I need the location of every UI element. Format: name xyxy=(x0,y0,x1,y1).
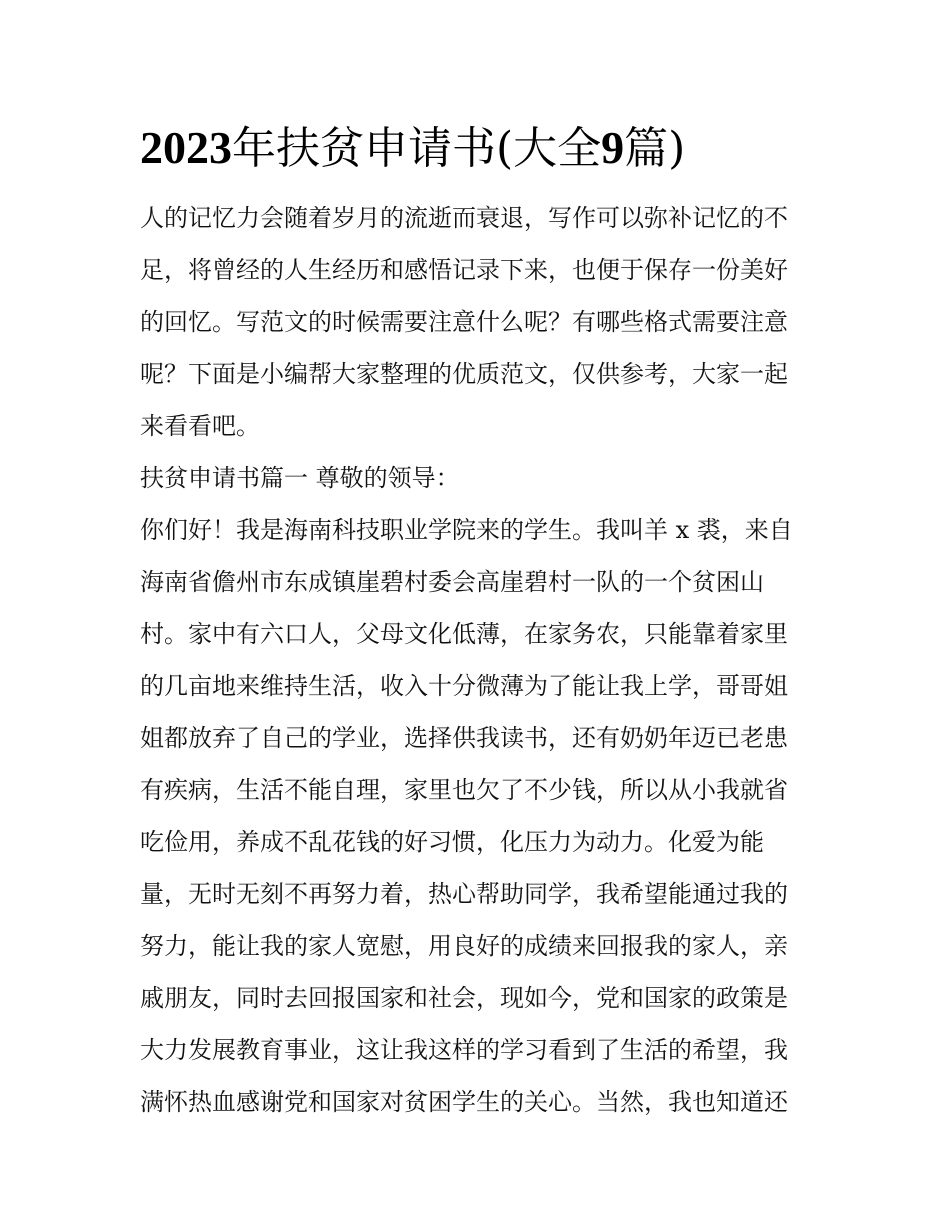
title-count: 9 xyxy=(601,122,625,173)
text-line: 有疾病，生活不能自理，家里也欠了不少钱，所以从小我就省 xyxy=(140,776,788,804)
text-line: 的回忆。写范文的时候需要注意什么呢？有哪些格式需要注意 xyxy=(140,308,788,336)
text-line: 吃俭用，养成不乱花钱的好习惯，化压力为动力。化爱为能 xyxy=(140,828,764,856)
text-line: 的几亩地来维持生活，收入十分微薄为了能让我上学，哥哥姐 xyxy=(140,672,788,700)
title-suffix: 篇) xyxy=(624,123,686,174)
title-text: 年扶贫申请书(大全 xyxy=(232,123,602,174)
text-line: 呢？下面是小编帮大家整理的优质范文，仅供参考，大家一起 xyxy=(140,360,788,388)
text-line: 姐都放弃了自己的学业，选择供我读书，还有奶奶年迈已老患 xyxy=(140,724,788,752)
text-line: 量，无时无刻不再努力着，热心帮助同学，我希望能通过我的 xyxy=(140,880,788,908)
text-line: 戚朋友，同时去回报国家和社会，现如今，党和国家的政策是 xyxy=(140,984,788,1012)
text-line: 你们好！我是海南科技职业学院来的学生。我叫羊 x 裘，来自 xyxy=(140,516,793,544)
document-title xyxy=(140,118,685,179)
title-year: 2023 xyxy=(140,122,232,173)
section-heading: 扶贫申请书篇一 尊敬的领导： xyxy=(140,464,460,492)
text-line: 满怀热血感谢党和国家对贫困学生的关心。当然，我也知道还 xyxy=(140,1088,788,1116)
text-line: 足，将曾经的人生经历和感悟记录下来，也便于保存一份美好 xyxy=(140,256,788,284)
text-line: 海南省儋州市东成镇崖碧村委会高崖碧村一队的一个贫困山 xyxy=(140,568,764,596)
text-line: 村。家中有六口人，父母文化低薄，在家务农，只能靠着家里 xyxy=(140,620,788,648)
text-line: 大力发展教育事业，这让我这样的学习看到了生活的希望，我 xyxy=(140,1036,788,1064)
text-line: 来看看吧。 xyxy=(140,412,260,440)
text-line: 人的记忆力会随着岁月的流逝而衰退，写作可以弥补记忆的不 xyxy=(140,204,788,232)
text-line: 努力，能让我的家人宽慰，用良好的成绩来回报我的家人，亲 xyxy=(140,932,788,960)
